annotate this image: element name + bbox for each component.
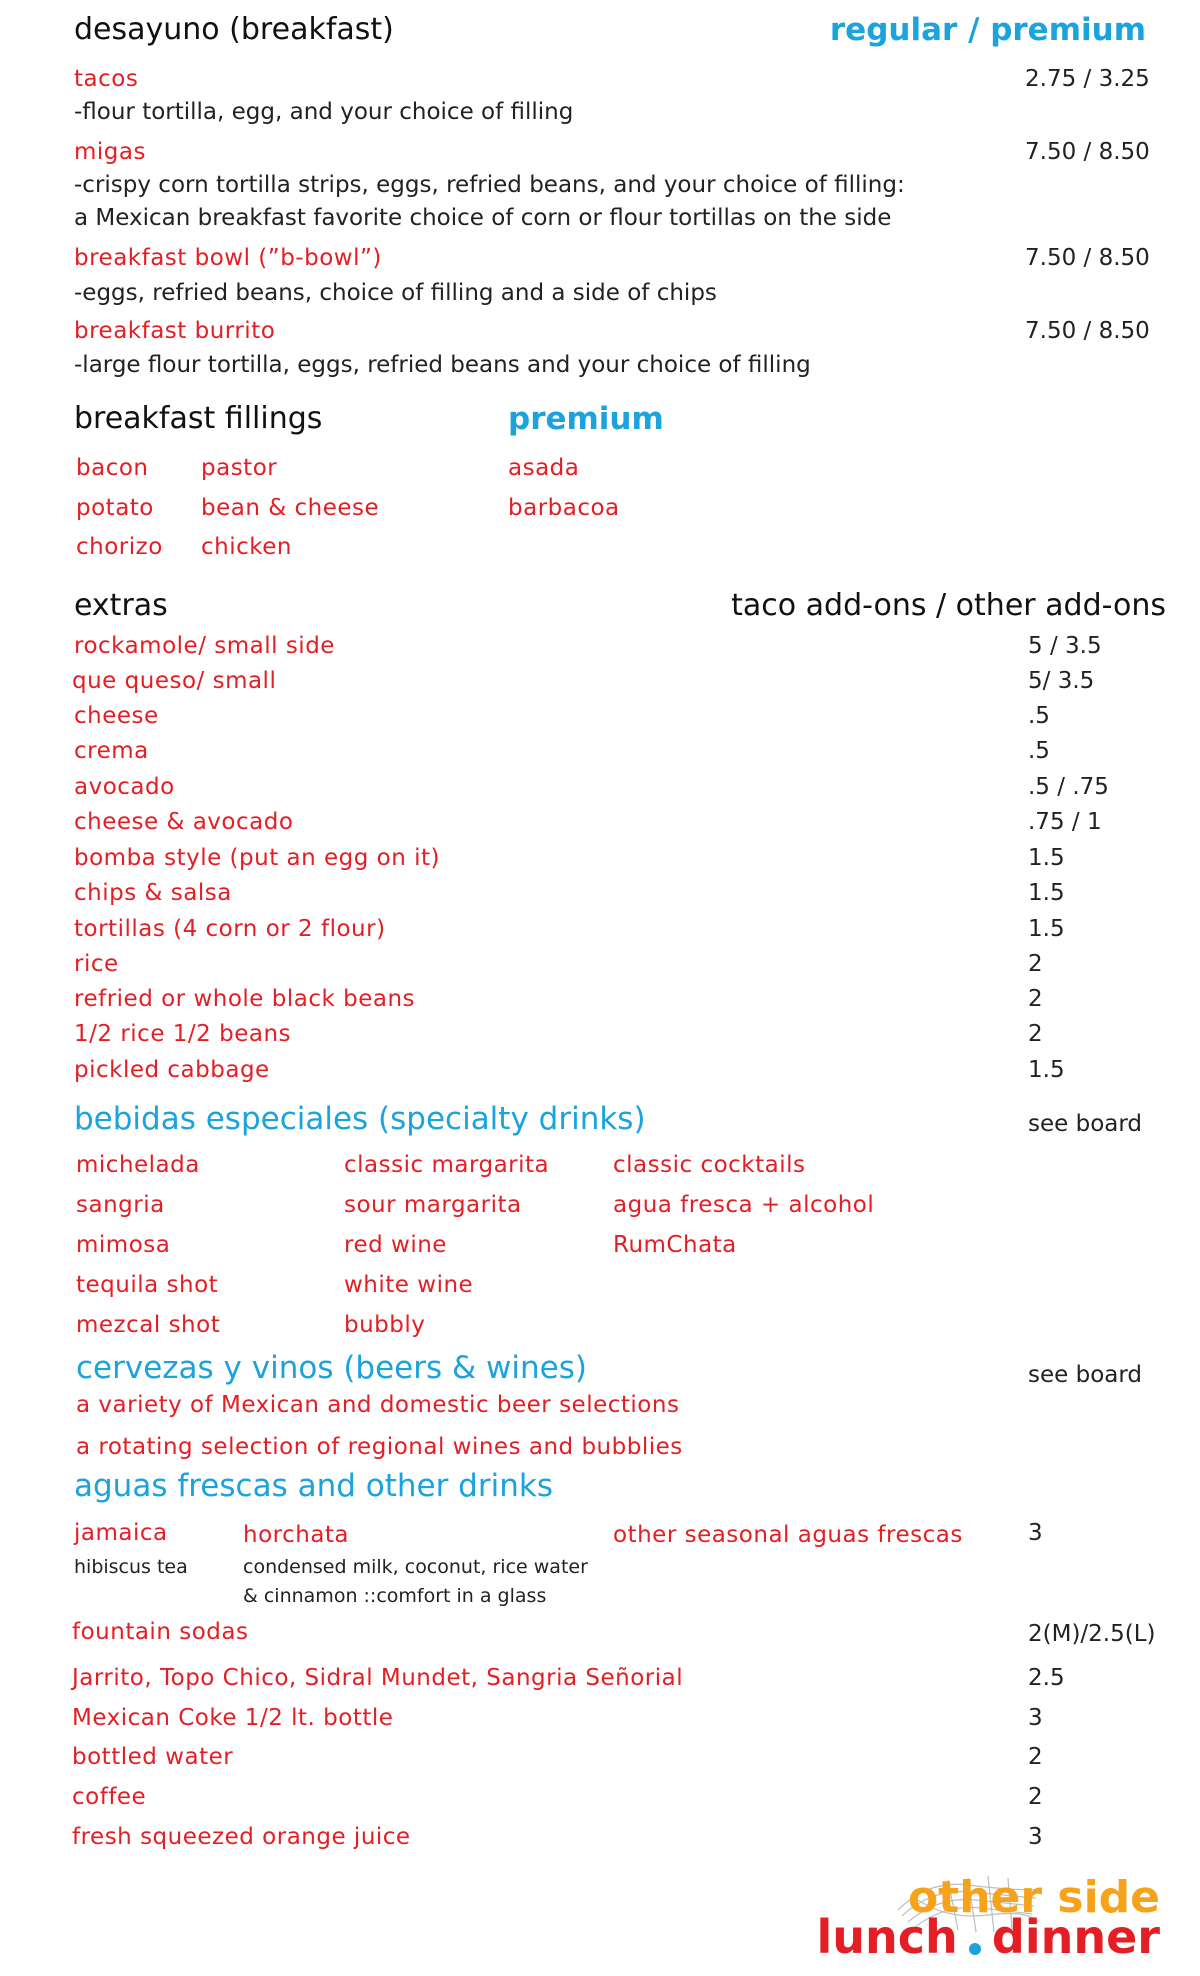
- filling-item: pastor: [201, 455, 278, 481]
- specialty-item: sour margarita: [344, 1192, 522, 1218]
- drink-item-name: bottled water: [72, 1744, 234, 1770]
- extras-item-price: 2: [1028, 1021, 1043, 1047]
- item-price: 2.75 / 3.25: [1025, 66, 1150, 92]
- logo-bottom: [816, 1910, 1160, 1964]
- item-name: tacos: [74, 66, 139, 92]
- specialty-item: bubbly: [344, 1312, 426, 1338]
- aguas-seasonal: other seasonal aguas frescas: [613, 1522, 963, 1548]
- aguas-title: aguas frescas and other drinks: [74, 1468, 553, 1504]
- beers-price: see board: [1028, 1362, 1143, 1388]
- filling-item: chicken: [201, 534, 292, 560]
- drink-item-price: 3: [1028, 1824, 1043, 1850]
- specialty-item: classic cocktails: [613, 1152, 806, 1178]
- beers-line: a rotating selection of regional wines and bubblies: [76, 1434, 683, 1460]
- extras-item-name: avocado: [74, 774, 175, 800]
- aguas-horchata-desc: & cinnamon ::comfort in a glass: [243, 1585, 547, 1607]
- extras-item-name: tortillas (4 corn or 2 flour): [74, 916, 386, 942]
- aguas-price: 3: [1028, 1520, 1043, 1546]
- item-description: -flour tortilla, egg, and your choice of filling: [74, 99, 574, 125]
- drink-item-name: fresh squeezed orange juice: [72, 1824, 411, 1850]
- aguas-jamaica: jamaica: [74, 1520, 168, 1546]
- extras-item-name: rice: [74, 951, 119, 977]
- drink-item-name: coffee: [72, 1784, 147, 1810]
- filling-item: bacon: [76, 455, 149, 481]
- item-price: 7.50 / 8.50: [1025, 245, 1150, 271]
- specialty-item: white wine: [344, 1272, 474, 1298]
- extras-item-price: 1.5: [1028, 880, 1065, 906]
- drink-item-price: 2: [1028, 1744, 1043, 1770]
- extras-item-price: 5/ 3.5: [1028, 668, 1095, 694]
- specialty-item: mezcal shot: [76, 1312, 221, 1338]
- extras-item-price: .5: [1028, 738, 1050, 764]
- extras-price-header: taco add-ons / other add-ons: [731, 588, 1166, 623]
- beers-line: a variety of Mexican and domestic beer selections: [76, 1392, 680, 1418]
- item-name: migas: [74, 139, 146, 165]
- item-description: a Mexican breakfast favorite choice of corn or flour tortillas on the side: [74, 205, 892, 231]
- specialty-title: bebidas especiales (specialty drinks): [74, 1101, 646, 1137]
- item-price: 7.50 / 8.50: [1025, 318, 1150, 344]
- drink-item-price: 2: [1028, 1784, 1043, 1810]
- filling-premium-item: asada: [508, 455, 580, 481]
- aguas-jamaica-desc: hibiscus tea: [74, 1556, 188, 1578]
- item-description: -crispy corn tortilla strips, eggs, refried beans, and your choice of filling:: [74, 172, 905, 198]
- specialty-item: classic margarita: [344, 1152, 550, 1178]
- fillings-premium-title: premium: [508, 401, 664, 437]
- extras-item-price: .5: [1028, 703, 1050, 729]
- specialty-item: tequila shot: [76, 1272, 219, 1298]
- specialty-item: agua fresca + alcohol: [613, 1192, 875, 1218]
- extras-item-name: cheese: [74, 703, 159, 729]
- drink-item-price: 2(M)/2.5(L): [1028, 1621, 1156, 1647]
- extras-item-price: 2: [1028, 951, 1043, 977]
- extras-item-name: chips & salsa: [74, 880, 232, 906]
- drink-item-price: 2.5: [1028, 1665, 1065, 1691]
- specialty-item: RumChata: [613, 1232, 737, 1258]
- item-name: breakfast bowl (”b-bowl”): [74, 245, 382, 271]
- extras-item-price: 1.5: [1028, 845, 1065, 871]
- item-description: -eggs, refried beans, choice of filling and a side of chips: [74, 280, 717, 306]
- extras-item-name: cheese & avocado: [74, 809, 294, 835]
- fillings-title: breakfast fillings: [74, 401, 323, 436]
- extras-item-price: .75 / 1: [1028, 809, 1102, 835]
- drink-item-name: fountain sodas: [72, 1619, 249, 1645]
- extras-item-price: 2: [1028, 986, 1043, 1012]
- extras-title: extras: [74, 588, 168, 623]
- extras-item-price: 5 / 3.5: [1028, 633, 1102, 659]
- extras-item-name: bomba style (put an egg on it): [74, 845, 441, 871]
- dot-separator-icon: [969, 1943, 981, 1955]
- extras-item-price: .5 / .75: [1028, 774, 1109, 800]
- drink-item-name: Mexican Coke 1/2 lt. bottle: [72, 1705, 394, 1731]
- specialty-item: sangria: [76, 1192, 165, 1218]
- aguas-horchata-desc: condensed milk, coconut, rice water: [243, 1556, 588, 1578]
- item-description: -large flour tortilla, eggs, refried beans and your choice of filling: [74, 352, 811, 378]
- breakfast-price-header: regular / premium: [829, 12, 1146, 48]
- logo-dinner-text: dinner: [991, 1910, 1160, 1964]
- logo-top-text: other side: [907, 1872, 1160, 1923]
- extras-item-price: 1.5: [1028, 1057, 1065, 1083]
- extras-item-name: rockamole/ small side: [74, 633, 335, 659]
- aguas-horchata: horchata: [243, 1522, 350, 1548]
- drink-item-price: 3: [1028, 1705, 1043, 1731]
- item-price: 7.50 / 8.50: [1025, 139, 1150, 165]
- extras-item-price: 1.5: [1028, 916, 1065, 942]
- logo-lunch-text: lunch: [816, 1910, 958, 1964]
- filling-item: bean & cheese: [201, 495, 380, 521]
- filling-item: potato: [76, 495, 154, 521]
- specialty-price: see board: [1028, 1111, 1143, 1137]
- specialty-item: michelada: [76, 1152, 200, 1178]
- specialty-item: red wine: [344, 1232, 447, 1258]
- filling-item: chorizo: [76, 534, 163, 560]
- extras-item-name: refried or whole black beans: [74, 986, 416, 1012]
- extras-item-name: pickled cabbage: [74, 1057, 270, 1083]
- specialty-item: mimosa: [76, 1232, 171, 1258]
- breakfast-title: desayuno (breakfast): [74, 12, 394, 47]
- item-name: breakfast burrito: [74, 318, 276, 344]
- extras-item-name: crema: [74, 738, 149, 764]
- beers-title: cervezas y vinos (beers & wines): [76, 1350, 587, 1386]
- drink-item-name: Jarrito, Topo Chico, Sidral Mundet, Sangria Señorial: [72, 1665, 684, 1691]
- extras-item-name: que queso/ small: [72, 668, 277, 694]
- extras-item-name: 1/2 rice 1/2 beans: [74, 1021, 292, 1047]
- filling-premium-item: barbacoa: [508, 495, 620, 521]
